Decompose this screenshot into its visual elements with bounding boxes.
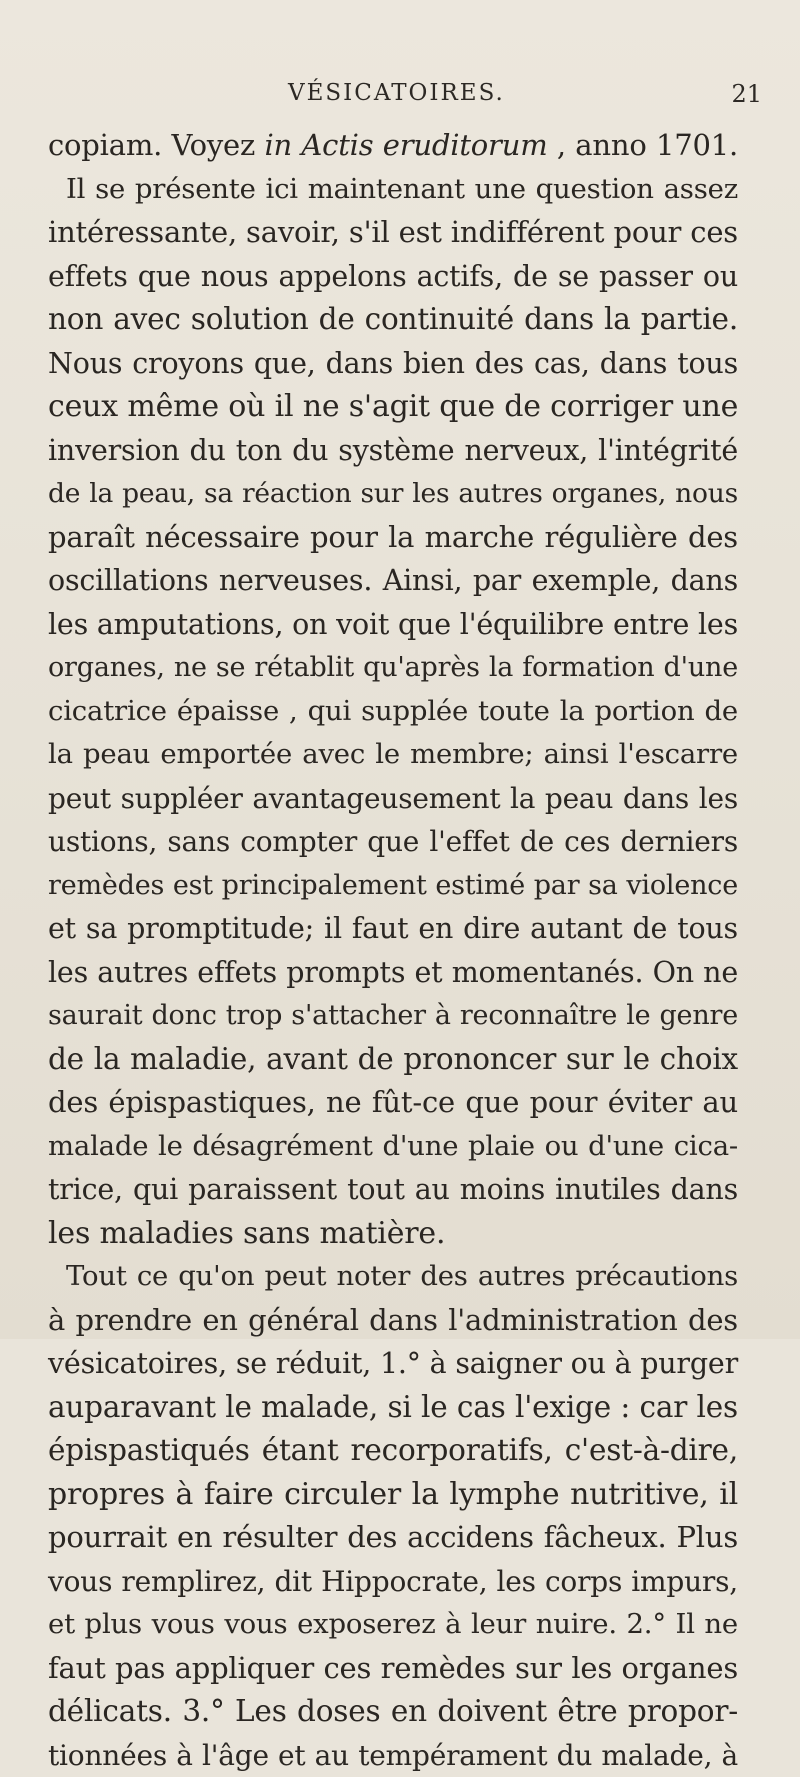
text-line-17: ustions, sans compter que l'effet de ces derniers [48, 820, 738, 864]
text-line-35: et plus vous vous exposerez à leur nuire. 2.° Il ne [48, 1603, 738, 1647]
text-line-9: de la peau, sa réaction sur les autres organes, nous [48, 472, 738, 516]
text-line-12: les amputations, on voit que l'équilibre entre les [48, 603, 738, 647]
text-line-23: des épispastiques, ne fût-ce que pour éviter au [48, 1081, 738, 1125]
text-line-16: peut suppléer avantageusement la peau dans les [48, 777, 738, 821]
text-line-30: auparavant le malade, si le cas l'exige : car les [48, 1386, 738, 1430]
text-line-1-part-b: in Actis eruditorum [264, 128, 547, 162]
text-line-1 [48, 124, 738, 168]
text-line-21: saurait donc trop s'attacher à reconnaître le genre [48, 994, 738, 1038]
text-line-31: épispastiqués étant recorporatifs, c'est-à-dire, [48, 1429, 738, 1473]
text-line-29: vésicatoires, se réduit, 1.° à saigner ou à purger [48, 1342, 738, 1386]
text-line-38: tionnées à l'âge et au tempérament du malade, à [48, 1734, 738, 1777]
text-line-32: propres à faire circuler la lymphe nutritive, il [48, 1473, 738, 1517]
text-line-27: Tout ce qu'on peut noter des autres précautions [48, 1255, 738, 1299]
text-line-28: à prendre en général dans l'administration des [48, 1299, 738, 1343]
text-line-24: malade le désagrément d'une plaie ou d'une cica- [48, 1125, 738, 1169]
text-line-26: les maladies sans matière. [48, 1212, 738, 1256]
page-number: 21 [731, 80, 762, 108]
text-line-18: remèdes est principalement estimé par sa violence [48, 864, 738, 908]
text-line-25: trice, qui paraissent tout au moins inutiles dans [48, 1168, 738, 1212]
text-line-13: organes, ne se rétablit qu'après la formation d'une [48, 646, 738, 690]
text-line-36: faut pas appliquer ces remèdes sur les organes [48, 1647, 738, 1691]
text-line-6: Nous croyons que, dans bien des cas, dans tous [48, 342, 738, 386]
text-line-2: Il se présente ici maintenant une question assez [48, 168, 738, 212]
text-line-11: oscillations nerveuses. Ainsi, par exemple, dans [48, 559, 738, 603]
text-line-15: la peau emportée avec le membre; ainsi l'escarre [48, 733, 738, 777]
text-line-37: délicats. 3.° Les doses en doivent être propor- [48, 1690, 738, 1734]
text-line-33: pourrait en résulter des accidens fâcheux. Plus [48, 1516, 738, 1560]
running-head-title: VÉSICATOIRES. [288, 80, 505, 106]
text-line-34: vous remplirez, dit Hippocrate, les corps impurs, [48, 1560, 738, 1604]
text-line-4: effets que nous appelons actifs, de se passer ou [48, 255, 738, 299]
text-line-22: de la maladie, avant de prononcer sur le choix [48, 1038, 738, 1082]
text-line-14: cicatrice épaisse , qui supplée toute la portion de [48, 690, 738, 734]
text-line-3: intéressante, savoir, s'il est indifférent pour ces [48, 211, 738, 255]
text-line-8: inversion du ton du système nerveux, l'intégrité [48, 429, 738, 473]
text-line-1-part-c: , anno 1701. [548, 128, 739, 162]
text-line-7: ceux même où il ne s'agit que de corriger une [48, 385, 738, 429]
text-line-1-part-a: copiam. Voyez [48, 128, 264, 162]
body-text [48, 124, 738, 1777]
text-line-10: paraît nécessaire pour la marche régulière des [48, 516, 738, 560]
text-line-19: et sa promptitude; il faut en dire autant de tous [48, 907, 738, 951]
text-line-20: les autres effets prompts et momentanés. On ne [48, 951, 738, 995]
text-line-5: non avec solution de continuité dans la partie. [48, 298, 738, 342]
running-head [48, 80, 762, 116]
